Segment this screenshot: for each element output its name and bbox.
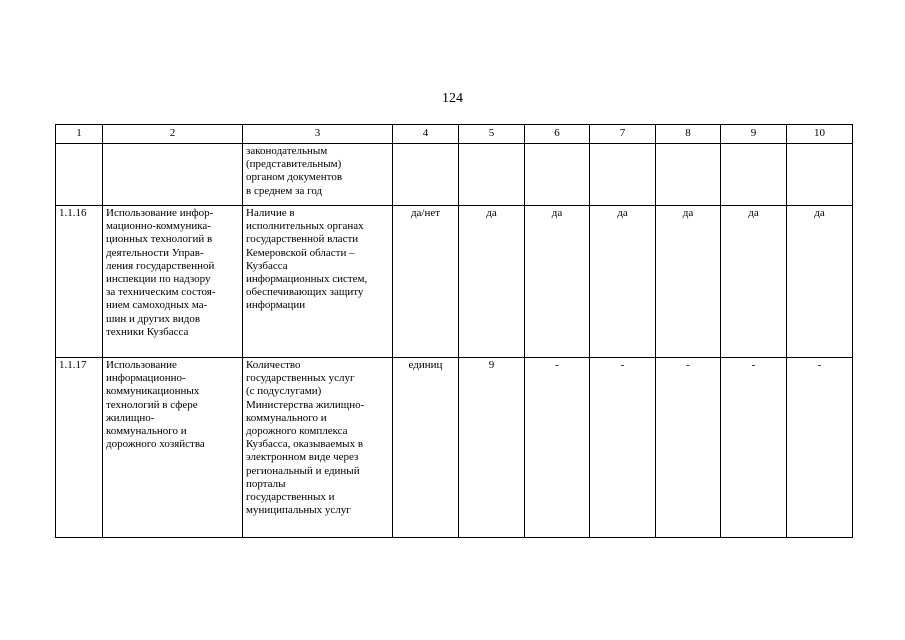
table-row: [56, 206, 853, 358]
row-value-cell: [787, 144, 853, 206]
table-row: [56, 358, 853, 538]
column-header: 5: [459, 125, 525, 144]
row-value-cell: -: [656, 358, 721, 538]
row-value-cell: да: [721, 206, 787, 358]
row-name-cell: Использование информационно- коммуникационных технологий в сфере жилищно- коммунального и дорожного хозяйства: [103, 358, 243, 538]
row-value-cell: да: [459, 206, 525, 358]
row-value-cell: [525, 144, 590, 206]
column-header: 4: [393, 125, 459, 144]
row-value-cell: -: [721, 358, 787, 538]
row-value-cell: -: [590, 358, 656, 538]
column-header: 1: [56, 125, 103, 144]
column-header: 2: [103, 125, 243, 144]
row-name-cell: Использование инфор- мационно-коммуника- ционных технологий в деятельности Управ- ления государственной инспекции по надзору за техническим состоя- нием самоходных ма- шин и других видов техники Кузбасса: [103, 206, 243, 358]
row-name-cell: [103, 144, 243, 206]
table-row: [56, 144, 853, 206]
column-header: 7: [590, 125, 656, 144]
row-unit-cell: единиц: [393, 358, 459, 538]
indicators-table: [55, 124, 853, 538]
row-value-cell: да: [525, 206, 590, 358]
row-value-cell: [459, 144, 525, 206]
column-header: 9: [721, 125, 787, 144]
row-unit-cell: [393, 144, 459, 206]
column-header: 10: [787, 125, 853, 144]
row-value-cell: -: [787, 358, 853, 538]
row-number-cell: 1.1.16: [56, 206, 103, 358]
row-indicator-cell: Количество государственных услуг (с подуслугами) Министерства жилищно- коммунального и дорожного комплекса Кузбасса, оказываемых в электронном виде через региональный и единый порталы государственных и муниципальных услуг: [243, 358, 393, 538]
row-value-cell: -: [525, 358, 590, 538]
row-unit-cell: да/нет: [393, 206, 459, 358]
row-value-cell: да: [590, 206, 656, 358]
column-header: 3: [243, 125, 393, 144]
row-value-cell: [656, 144, 721, 206]
row-value-cell: [721, 144, 787, 206]
row-value-cell: 9: [459, 358, 525, 538]
row-indicator-cell: Наличие в исполнительных органах государственной власти Кемеровской области – Кузбасса информационных систем, обеспечивающих защиту информации: [243, 206, 393, 358]
column-header: 6: [525, 125, 590, 144]
row-value-cell: да: [656, 206, 721, 358]
page-number: 124: [442, 91, 463, 106]
row-number-cell: 1.1.17: [56, 358, 103, 538]
row-indicator-cell: законодательным (представительным) органом документов в среднем за год: [243, 144, 393, 206]
table-header-row: [56, 125, 853, 144]
row-value-cell: [590, 144, 656, 206]
row-value-cell: да: [787, 206, 853, 358]
column-header: 8: [656, 125, 721, 144]
row-number-cell: [56, 144, 103, 206]
